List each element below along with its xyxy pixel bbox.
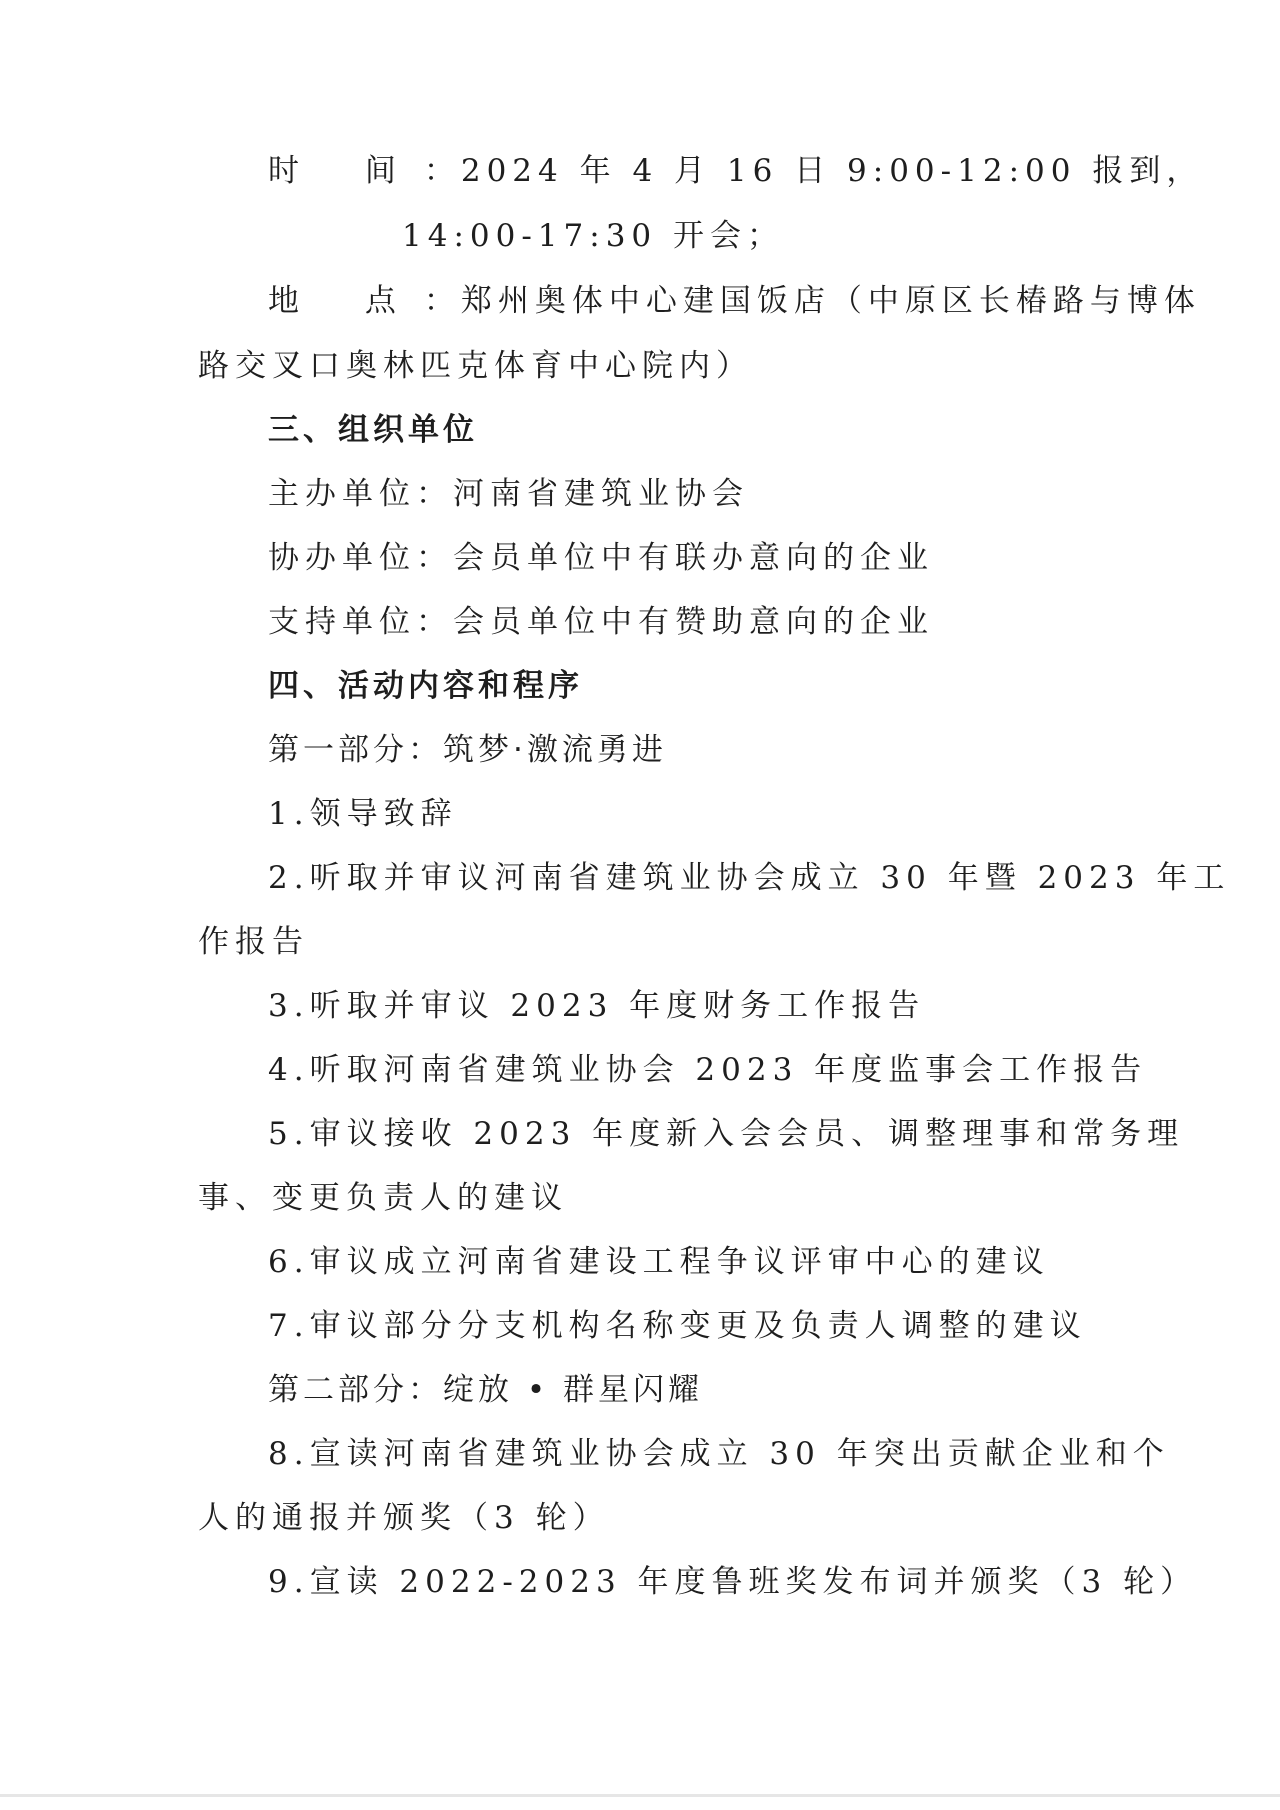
place-value: ：郑州奥体中心建国饭店（中原区长椿路与博体 [423,283,1201,319]
agenda-item-5: 5.审议接收 2023 年度新入会会员、调整理事和常务理 [268,1116,1185,1152]
time-label: 时 间 [268,153,424,189]
place-row [268,281,1201,321]
agenda-item-3: 3.听取并审议 2023 年度财务工作报告 [268,988,926,1024]
host-unit: 主办单位：河南省建筑业协会 [268,476,749,512]
part-2-title: 第二部分：绽放 • 群星闪耀 [268,1372,703,1408]
agenda-item-5-continuation: 事、变更负责人的建议 [198,1180,568,1216]
agenda-item-1: 1.领导致辞 [268,796,458,832]
agenda-item-4: 4.听取河南省建筑业协会 2023 年度监事会工作报告 [268,1052,1148,1088]
agenda-item-9: 9.宣读 2022-2023 年度鲁班奖发布词并颁奖（3 轮） [268,1564,1198,1600]
time-value: ：2024 年 4 月 16 日 9:00-12:00 报到， [423,153,1204,189]
time-row [268,151,1203,191]
agenda-item-2-continuation: 作报告 [198,924,309,960]
co-host-unit: 协办单位：会员单位中有联办意向的企业 [268,540,934,576]
agenda-item-8: 8.宣读河南省建筑业协会成立 30 年突出贡献企业和个 [268,1436,1170,1472]
support-unit: 支持单位：会员单位中有赞助意向的企业 [268,604,934,640]
agenda-item-2: 2.听取并审议河南省建筑业协会成立 30 年暨 2023 年工 [268,860,1231,896]
agenda-item-7: 7.审议部分分支机构名称变更及负责人调整的建议 [268,1308,1087,1344]
section-4-heading: 四、活动内容和程序 [268,668,583,704]
time-continuation: 14:00-17:30 开会； [402,218,785,254]
place-label: 地 点 [268,283,424,319]
agenda-item-6: 6.审议成立河南省建设工程争议评审中心的建议 [268,1244,1050,1280]
part-1-title: 第一部分：筑梦·激流勇进 [268,732,667,768]
section-3-heading: 三、组织单位 [268,412,478,448]
agenda-item-8-continuation: 人的通报并颁奖（3 轮） [198,1500,610,1536]
page-bottom-edge [0,1794,1280,1797]
place-continuation: 路交叉口奥林匹克体育中心院内） [198,348,753,384]
